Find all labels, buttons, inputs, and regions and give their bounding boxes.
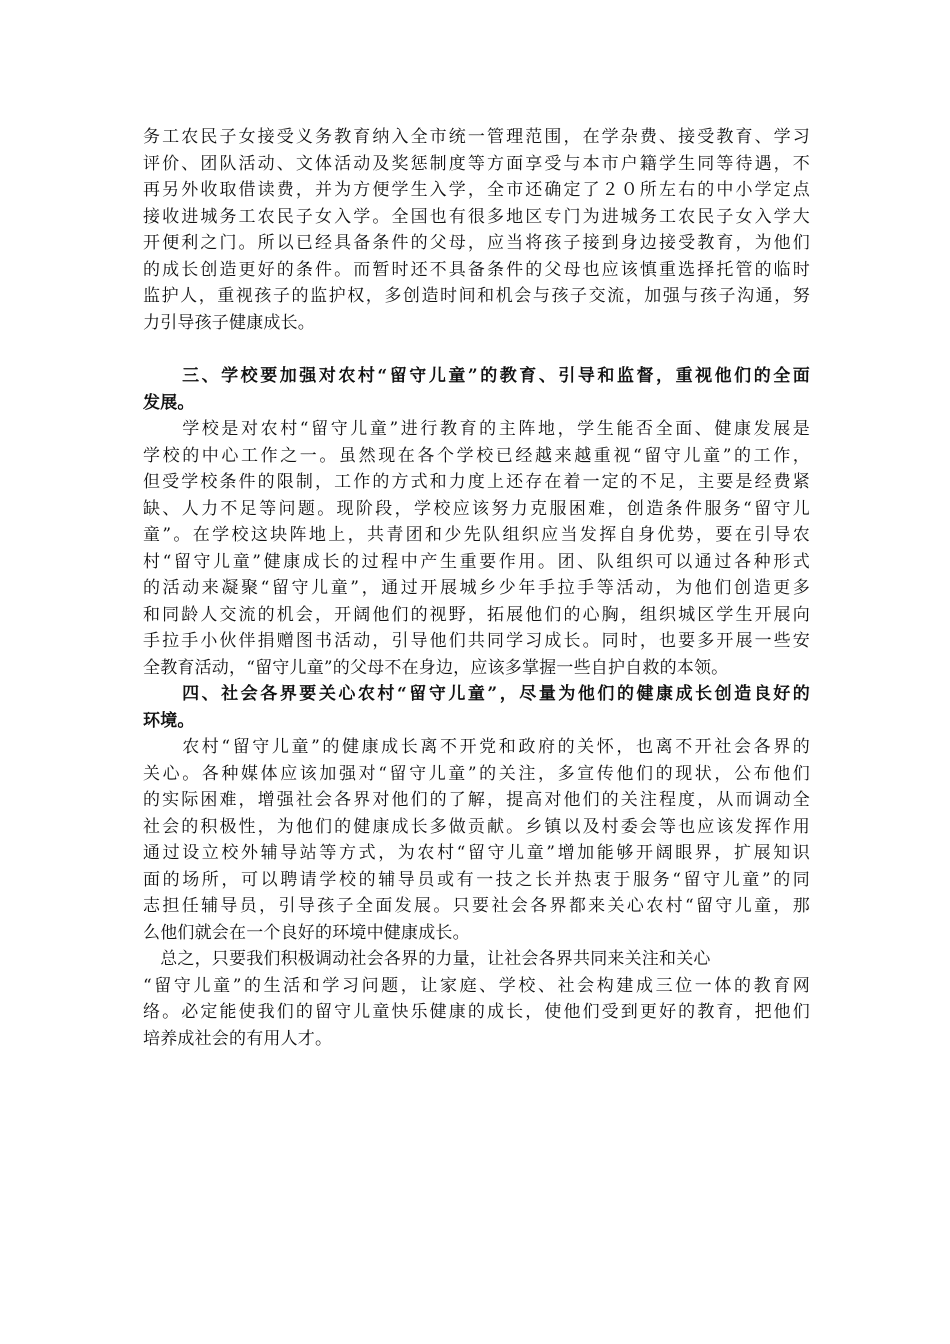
text-line: 面的场所，可以聘请学校的辅导员或有一技之长并热衷于服务“留守儿童”的同 (143, 869, 810, 890)
text-line: 缺、人力不足等问题。现阶段，学校应该努力克服困难，创造条件服务“留守儿 (143, 498, 810, 519)
text-line: 全教育活动，“留守儿童”的父母不在身边，应该多掌握一些自护自救的本领。 (143, 657, 729, 678)
text-line: 学校是对农村“留守儿童”进行教育的主阵地，学生能否全面、健康发展是 (143, 419, 810, 439)
text-line: 总之，只要我们积极调动社会各界的力量，让社会各界共同来关注和关心 (143, 949, 711, 969)
section-heading-4 (143, 681, 810, 734)
heading-line: 发展。 (143, 392, 195, 413)
text-line: 学校的中心工作之一。虽然现在各个学校已经越来越重视“留守儿童”的工作， (143, 445, 810, 466)
text-line: 么他们就会在一个良好的环境中健康成长。 (143, 922, 470, 943)
text-line: 评价、团队活动、文体活动及奖惩制度等方面享受与本市户籍学生同等待遇，不 (143, 153, 810, 174)
text-line: 的实际困难，增强社会各界对他们的了解，提高对他们的关注程度，从而调动全 (143, 790, 810, 810)
paragraph-society-role (143, 734, 810, 946)
heading-line: 三、学校要加强对农村“留守儿童”的教育、引导和监督，重视他们的全面 (143, 366, 810, 386)
text-line: 的成长创造更好的条件。而暂时还不具备条件的父母也应该慎重选择托管的临时 (143, 259, 810, 280)
text-line: 的活动来凝聚“留守儿童”，通过开展城乡少年手拉手等活动，为他们创造更多 (143, 578, 810, 598)
text-line: 开便利之门。所以已经具备条件的父母，应当将孩子接到身边接受教育，为他们 (143, 233, 810, 253)
text-line: 童”。在学校这块阵地上，共青团和少先队组织应当发挥自身优势，要在引导农 (143, 525, 810, 545)
text-line: 络。必定能使我们的留守儿童快乐健康的成长，使他们受到更好的教育，把他们 (143, 1002, 810, 1022)
document-page (143, 124, 810, 1052)
text-line: 志担任辅导员，引导孩子全面发展。只要社会各界都来关心农村“留守儿童，那 (143, 896, 810, 916)
text-line: 关心。各种媒体应该加强对“留守儿童”的关注，多宣传他们的现状，公布他们 (143, 763, 810, 784)
text-line: 但受学校条件的限制，工作的方式和力度上还存在着一定的不足，主要是经费紧 (143, 472, 810, 492)
paragraph-conclusion (143, 946, 810, 1052)
text-line: 农村“留守儿童”的健康成长离不开党和政府的关怀，也离不开社会各界的 (143, 737, 810, 757)
text-line: 监护人，重视孩子的监护权，多创造时间和机会与孩子交流，加强与孩子沟通，努 (143, 286, 810, 306)
text-line: 再另外收取借读费，并为方便学生入学，全市还确定了２０所左右的中小学定点 (143, 180, 810, 200)
text-line: 接收进城务工农民子女入学。全国也有很多地区专门为进城务工农民子女入学大 (143, 206, 810, 227)
paragraph-school-role (143, 416, 810, 681)
text-line: 通过设立校外辅导站等方式，为农村“留守儿童”增加能够开阔眼界，扩展知识 (143, 843, 810, 863)
text-line: “留守儿童”的生活和学习问题，让家庭、学校、社会构建成三位一体的教育网 (143, 975, 810, 996)
section-heading-3 (143, 363, 810, 416)
paragraph-spacer (143, 336, 810, 363)
text-line: 力引导孩子健康成长。 (143, 312, 315, 333)
heading-line: 环境。 (143, 710, 195, 731)
text-line: 和同龄人交流的机会，开阔他们的视野，拓展他们的心胸，组织城区学生开展向 (143, 604, 810, 625)
text-line: 社会的积极性，为他们的健康成长多做贡献。乡镇以及村委会等也应该发挥作用 (143, 816, 810, 837)
heading-line: 四、社会各界要关心农村“留守儿童”，尽量为他们的健康成长创造良好的 (143, 684, 810, 704)
paragraph-family-responsibility (143, 124, 810, 336)
text-line: 手拉手小伙伴捐赠图书活动，引导他们共同学习成长。同时，也要多开展一些安 (143, 631, 810, 651)
text-line: 务工农民子女接受义务教育纳入全市统一管理范围，在学杂费、接受教育、学习 (143, 127, 810, 147)
text-line: 村“留守儿童”健康成长的过程中产生重要作用。团、队组织可以通过各种形式 (143, 551, 810, 572)
text-line: 培养成社会的有用人才。 (143, 1028, 333, 1049)
